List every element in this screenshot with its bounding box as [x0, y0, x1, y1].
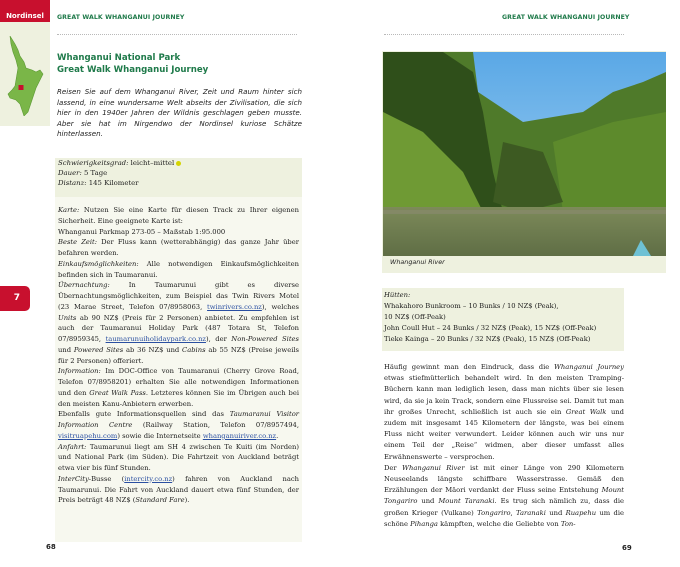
bus-text: ).	[184, 496, 190, 505]
paragraph-1	[384, 362, 624, 463]
uebernachtung-text: In Taumarunui gibt es diverse Übernachtungsmöglichkeiten, zum Beispiel das Twin Rivers Motel (23 Marae Street, Telefon 07/8958063,	[58, 281, 299, 311]
karte-map: Whanganui Parkmap 273-05 – Maßstab 1:95.000	[58, 227, 226, 236]
river-photo	[383, 52, 666, 256]
body-text: Ton-	[560, 519, 576, 528]
title-line-1: Whanganui National Park	[57, 53, 181, 63]
information-text: Ebenfalls gute Informationsquellen sind das	[58, 410, 224, 419]
einkauf-label: Einkaufsmöglichkeiten:	[58, 259, 139, 268]
body-text: ist mit einer Länge von 290 Kilometern Neuseelands längste schiffbare Wasserstrasse. Gemäß den Erzählungen der Māori verdankt der Fluss seine Entstehung	[384, 463, 624, 495]
information-text: Im DOC-Office von Taumaranui (Cherry Grove Road, Telefon 07/8958201) erhalten Sie alle notwendigen Informationen und den	[58, 367, 299, 397]
information-text: . Letzteres können Sie im Übrigen auch bei den meisten Kanu-Anbietern erwerben.	[58, 388, 299, 408]
powered-term: Powered Sites	[73, 345, 124, 354]
body-text: Häufig gewinnt man den Eindruck, dass die	[384, 363, 550, 371]
anfahrt-text: Taumarunui liegt am SH 4 zwischen Te Kuiti (im Norden) und National Park (im Süden). Die Fahrtzeit von Auckland beträgt etwa vier bis fünf Stunden.	[58, 442, 299, 472]
locator-map	[0, 22, 50, 126]
twinrivers-link[interactable]: twinrivers.co.nz	[207, 302, 262, 311]
sidebar	[0, 0, 50, 567]
hut-row: Whakahoro Bunkroom – 10 Bunks / 10 NZ$ (Peak),	[384, 302, 559, 310]
duration-value: 5 Tage	[83, 169, 108, 178]
tongariro-term: Mount Tongariro	[384, 486, 624, 506]
duration-row	[58, 168, 299, 178]
zeit-paragraph	[58, 237, 299, 259]
non-powered-term: Non-Powered Sites	[231, 335, 299, 343]
anfahrt-paragraph	[58, 442, 299, 474]
uebernachtung-text: ), welches	[261, 302, 299, 311]
information-label: Information:	[58, 367, 101, 376]
anfahrt-label: Anfahrt:	[58, 442, 87, 451]
duration-label: Dauer:	[58, 169, 82, 178]
taranaki-term: Taranaki	[516, 508, 546, 517]
uebernachtung-text: und	[58, 345, 72, 354]
difficulty-dot-icon	[176, 161, 181, 166]
uebernachtung-text: ab 90 NZ$ (Preis für 2 Personen) anbietet. Zu empfehlen ist auch der Taumaranui Holiday Park (487 Totara St, Telefon 07/8959345,	[58, 313, 299, 343]
zeit-label: Beste Zeit:	[58, 238, 98, 247]
chapter-tab[interactable]: 7	[0, 286, 30, 311]
difficulty-row	[58, 158, 299, 168]
divider-right	[384, 34, 624, 35]
distance-value: 145 Kilometer	[88, 179, 139, 188]
region-label: Nordinsel	[6, 12, 44, 20]
ruapehu-term: Ruapehu	[565, 508, 597, 517]
information-text: (Railway Station, Telefon 07/8957494,	[142, 421, 299, 429]
hut-row: 10 NZ$ (Off-Peak)	[384, 313, 446, 321]
karte-paragraph	[58, 205, 299, 237]
info-box	[55, 158, 302, 197]
river-term: Whanganui River	[402, 463, 465, 472]
paragraph-2	[384, 463, 624, 530]
north-island-map-icon	[6, 36, 44, 116]
bus-paragraph	[58, 474, 299, 506]
bus-text: ) fahren von Auckland nach Taumarunui. Die Fahrt von Auckland dauert etwa fünf Stunden, der Preis beträgt 48 NZ$ (	[58, 474, 299, 505]
body-text: Der	[384, 463, 397, 472]
tongariro-term: Tongariro	[477, 508, 511, 517]
photo-caption: Whanganui River	[390, 258, 445, 266]
details-box	[55, 197, 302, 542]
holidaypark-link[interactable]: taumarunuiholidaypark.co.nz	[105, 335, 206, 343]
pihanga-term: Pihanga	[410, 519, 438, 528]
difficulty-label: Schwierigkeitsgrad:	[58, 159, 129, 167]
uebernachtung-paragraph	[58, 280, 299, 366]
river-landscape-image	[383, 52, 666, 256]
hut-row: John Coull Hut – 24 Bunks / 32 NZ$ (Peak), 15 NZ$ (Off-Peak)	[384, 324, 597, 332]
body-text-right	[384, 362, 624, 530]
units-term: Units	[58, 313, 77, 322]
page-number-right: 69	[622, 544, 632, 552]
location-marker	[19, 85, 24, 90]
information-paragraph	[58, 366, 299, 409]
bus-text: -Busse (	[88, 474, 125, 483]
visitruapehu-link[interactable]: visitruapehu.com	[58, 431, 118, 440]
visitor-centre-term: Taumaranui Visitor Information Centre	[58, 410, 300, 429]
great-walk-pass-term: Great Walk Pass	[89, 388, 146, 397]
body-text: und zudem mit insgesamt 145 Kilometern der längste, was bei einem Fluss nicht weiter verwundert. Leider können auch wir uns nur einem Teil der „Reise“ widmen, aber dieser umfasst alles Erwähnenswerte – versprochen.	[384, 407, 624, 461]
great-walk-term: Great Walk	[565, 407, 607, 416]
uebernachtung-text: ab 55 NZ$ (Preise jeweils für 2 Personen) offeriert.	[58, 345, 299, 365]
hut-row: Tieke Kainga – 20 Bunks / 32 NZ$ (Peak), 15 NZ$ (Off-Peak)	[384, 335, 591, 343]
huts-label: Hütten:	[384, 291, 411, 299]
body-text: und	[421, 497, 435, 506]
whanganuiriver-link[interactable]: whanganuiriver.co.nz	[202, 431, 277, 440]
page-title	[57, 52, 208, 76]
body-text: ,	[510, 508, 513, 517]
intro-text: Reisen Sie auf dem Whanganui River, Zeit und Raum hinter sich lassend, in eine wundersame Welt abseits der Zivilisation, die sich hier in den 1940er Jahren der Wildnis geschlagen geben musste. Aber sie hat im Nirgendwo der Nordinsel kuriose Schätze hinterlassen.	[57, 87, 302, 139]
body-text: kämpften, welche die Geliebte von	[440, 519, 559, 528]
uebernachtung-text: ), der	[205, 335, 227, 343]
huts-box	[382, 288, 624, 351]
divider-left	[57, 34, 297, 35]
intercity-label: InterCity	[58, 474, 89, 483]
distance-label: Distanz:	[58, 179, 87, 188]
uebernachtung-label: Übernachtung:	[58, 281, 110, 290]
einkauf-text: Alle notwendigen Einkaufsmöglichkeiten befinden sich in Taumaranui.	[58, 259, 299, 279]
einkauf-paragraph	[58, 259, 299, 281]
zeit-text: Der Fluss kann (wetterabhängig) das ganze Jahr über befahren werden.	[58, 238, 299, 257]
uebernachtung-text: ab 36 NZ$ und	[126, 345, 180, 354]
standard-fare-term: Standard Fare	[135, 496, 185, 505]
cabins-term: Cabins	[182, 345, 206, 354]
body-text: etwas stiefmütterlich behandelt wird. In den meisten Tramping-Büchern kann man lediglich lesen, dass man nichts über sie lesen wird, da sie ja kein Track, sondern eine Flussreise sei. Damit tut man ihr großes Unrecht, schließlich ist auch sie ein	[384, 374, 624, 416]
body-text: und	[549, 508, 563, 517]
taranaki-term: Mount Taranaki	[438, 497, 495, 506]
information-text: ) sowie die Internetseite	[117, 431, 201, 440]
body-text: um die schöne	[384, 508, 624, 528]
information-text: .	[276, 431, 279, 440]
information-paragraph-2	[58, 409, 299, 441]
intercity-link[interactable]: intercity.co.nz	[124, 474, 173, 483]
running-head-left: GREAT WALK WHANGANUI JOURNEY	[57, 14, 185, 21]
difficulty-value: leicht–mittel	[130, 159, 175, 167]
running-head-right: GREAT WALK WHANGANUI JOURNEY	[502, 14, 630, 21]
distance-row	[58, 178, 299, 188]
karte-text: Nutzen Sie eine Karte für diesen Track zu Ihrer eigenen Sicherheit. Eine geeignete Karte ist:	[58, 206, 299, 225]
title-line-2: Great Walk Whanganui Journey	[57, 65, 209, 75]
body-text: . Es trug sich nämlich zu, dass die großen Krieger (Vulkane)	[384, 497, 624, 517]
karte-label: Karte:	[58, 206, 80, 214]
journey-term: Whanganui Journey	[553, 363, 624, 371]
page-number-left: 68	[46, 543, 56, 551]
